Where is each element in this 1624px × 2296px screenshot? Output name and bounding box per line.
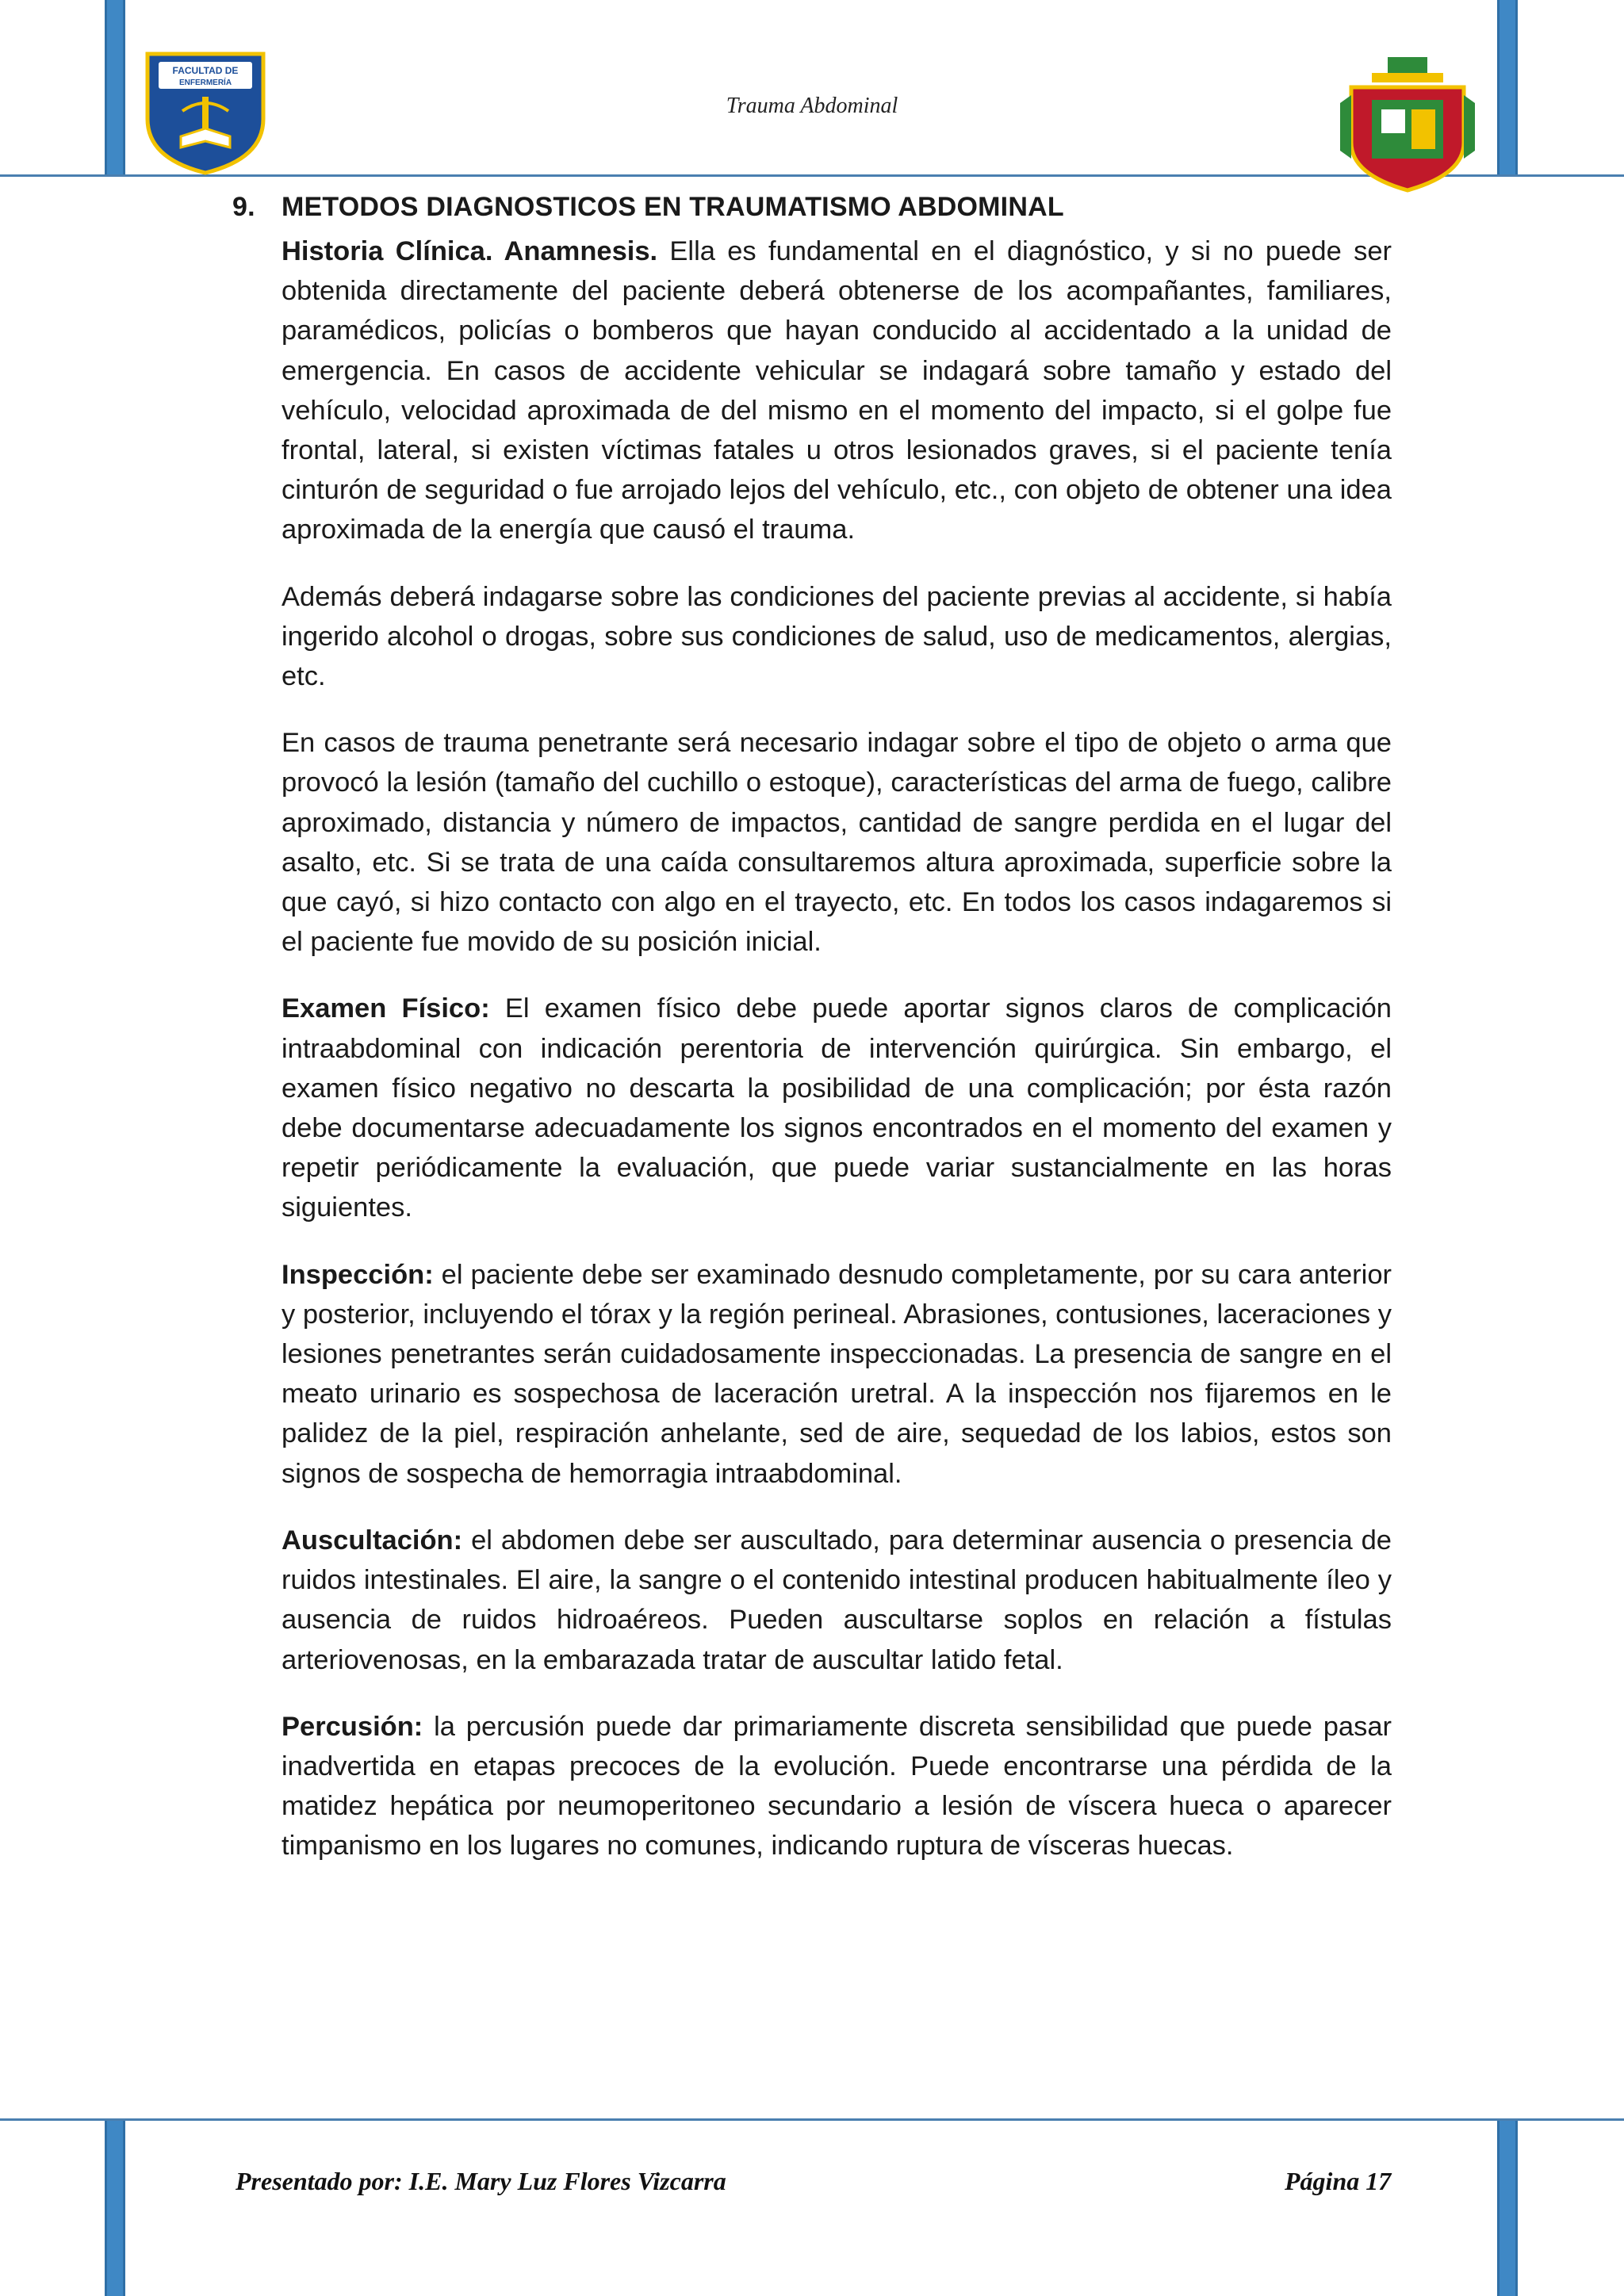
paragraph-text: Ella es fundamental en el diagnóstico, y si no puede ser obtenida directamente del paciente deberá obtenerse de los acompañantes, familiares, paramédicos, policías o bomberos que hayan conducido al accidentado a la unidad de emergencia. En casos de accidente vehicular se indagará sobre tamaño y estado del vehículo, velocidad aproximada de del mismo en el momento del impacto, si el golpe fue frontal, lateral, si existen víctimas fatales u otros lesionados graves, si el paciente tenía cinturón de seguridad o fue arrojado lejos del vehículo, etc., con objeto de obtener una idea aproximada de la energía que causó el trauma.: [282, 236, 1392, 545]
right-top-border-bar: [1497, 0, 1518, 176]
paragraph-text: En casos de trauma penetrante será necesario indagar sobre el tipo de objeto o arma que provocó la lesión (tamaño del cuchillo o estoque), características del arma de fuego, calibre aproximado, distancia y número de impactos, cantidad de sangre perdida en el lugar del asalto, etc. Si se trata de una caída consultaremos altura aproximada, superficie sobre la que cayó, si hizo contacto con algo en el trayecto, etc. En todos los casos indagaremos si el paciente fue movido de su posición inicial.: [282, 728, 1392, 958]
left-bottom-border-bar: [105, 2121, 125, 2296]
footer-page-number: Página 17: [1285, 2167, 1392, 2195]
municipal-coat-of-arms-icon: [1340, 55, 1475, 197]
paragraph-lead: Examen Físico:: [282, 993, 490, 1024]
paragraph-trauma-penetrante: [282, 723, 1392, 962]
paragraph-examen-fisico: [282, 989, 1392, 1227]
paragraph-lead: Auscultación:: [282, 1525, 463, 1556]
paragraph-auscultacion: [282, 1521, 1392, 1680]
footer-divider: [0, 2118, 1624, 2121]
paragraph-lead: Historia Clínica. Anamnesis.: [282, 236, 658, 266]
logo-text-line2: ENFERMERÍA: [178, 78, 232, 87]
paragraph-text: el abdomen debe ser auscultado, para determinar ausencia o presencia de ruidos intestinales. El aire, la sangre o el contenido intestinal producen habitualmente íleo y ausencia de ruidos hidroaéreos. Pueden auscultarse soplos en relación a fístulas arteriovenosas, en la embarazada tratar de auscultar latido fetal.: [282, 1525, 1392, 1675]
paragraph-percusion: [282, 1707, 1392, 1866]
paragraph-text: El examen físico debe puede aportar signos claros de complicación intraabdominal con indicación perentoria de intervención quirúrgica. Sin embargo, el examen físico negativo no descarta la posibilidad de una complicación; por ésta razón debe documentarse adecuadamente los signos encontrados en el momento del examen y repetir periódicamente la evaluación, que puede variar sustancialmente en las horas siguientes.: [282, 993, 1392, 1223]
right-bottom-border-bar: [1497, 2121, 1518, 2296]
logo-text-line1: FACULTAD DE: [172, 65, 239, 76]
paragraph-inspeccion: [282, 1255, 1392, 1494]
paragraph-condiciones-previas: [282, 577, 1392, 697]
section-number: 9.: [232, 192, 255, 222]
document-header-title: Trauma Abdominal: [726, 94, 898, 118]
section-title: METODOS DIAGNOSTICOS EN TRAUMATISMO ABDOMINAL: [282, 192, 1064, 222]
paragraph-text: el paciente debe ser examinado desnudo completamente, por su cara anterior y posterior, incluyendo el tórax y la región perineal. Abrasiones, contusiones, laceraciones y lesiones penetrantes serán cuidadosamente inspeccionadas. La presencia de sangre en el meato urinario es sospechosa de laceración uretral. A la inspección nos fijaremos en le palidez de la piel, respiración anhelante, sed de aire, sequedad de los labios, estos son signos de sospecha de hemorragia intraabdominal.: [282, 1259, 1392, 1489]
paragraph-text: la percusión puede dar primariamente discreta sensibilidad que puede pasar inadvertida en etapas precoces de la evolución. Puede encontrarse una pérdida de la matidez hepática por neumoperitoneo secundario a lesión de víscera hueca o aparecer timpanismo en los lugares no comunes, indicando ruptura de vísceras huecas.: [282, 1711, 1392, 1862]
paragraph-text: Además deberá indagarse sobre las condiciones del paciente previas al accidente, si había ingerido alcohol o drogas, sobre sus condiciones de salud, uso de medicamentos, alergias, etc.: [282, 581, 1392, 692]
paragraph-lead: Percusión:: [282, 1711, 423, 1742]
footer-presenter: Presentado por: I.E. Mary Luz Flores Vizcarra: [236, 2167, 726, 2195]
left-top-border-bar: [105, 0, 125, 176]
paragraph-lead: Inspección:: [282, 1259, 434, 1290]
paragraph-historia-clinica: [282, 232, 1392, 550]
document-body: [282, 192, 1392, 1866]
